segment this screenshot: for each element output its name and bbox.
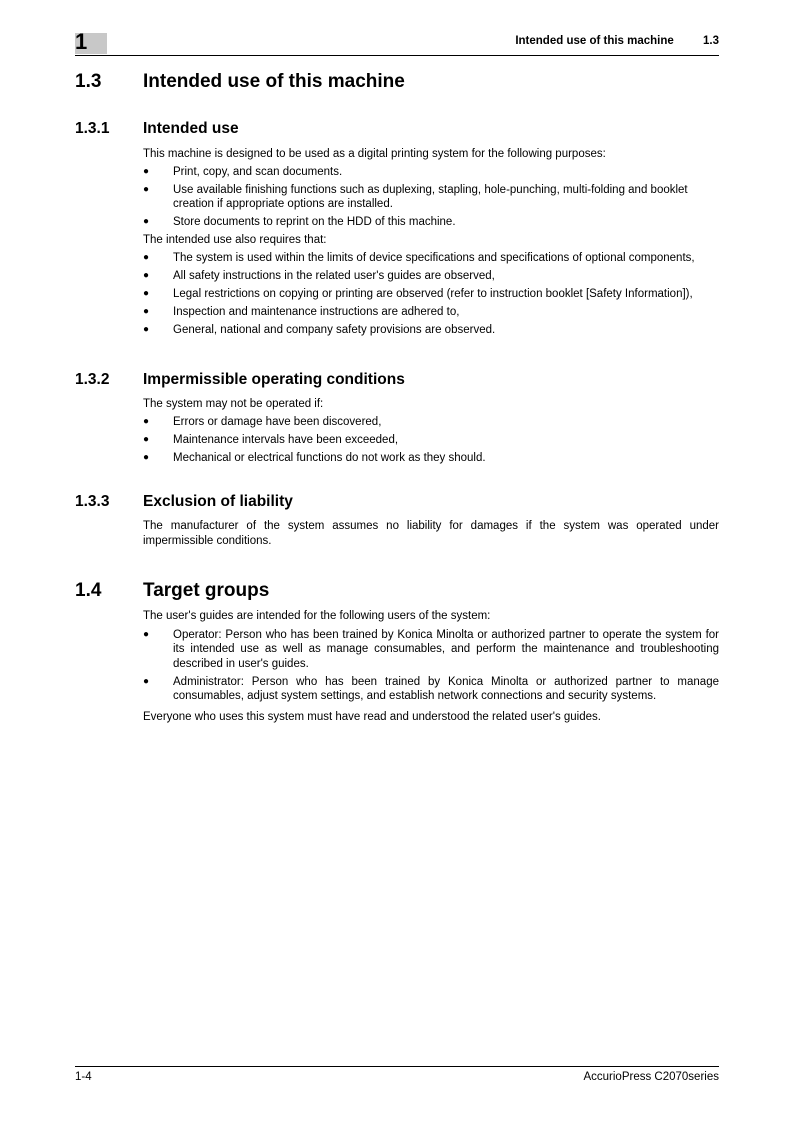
chapter-number: 1: [75, 29, 88, 54]
intro-paragraph: The user's guides are intended for the following users of the system:: [143, 610, 491, 622]
section-heading-1-3-2: [75, 371, 719, 391]
bullet-icon: ●: [143, 628, 150, 640]
section-body-1-4: [143, 609, 719, 724]
list-item: ● Inspection and maintenance instructions are adhered to,: [143, 305, 460, 318]
section-body-1-3-2: [143, 397, 719, 469]
conditions-list: [143, 415, 719, 466]
closing-paragraph: Everyone who uses this system must have read and understood the related user's guides.: [143, 710, 601, 723]
section-heading-1-3-1: [75, 120, 719, 140]
bullet-icon: ●: [143, 675, 150, 687]
list-item: ● Administrator: Person who has been trained by Konica Minolta or authorized partner to manage consumables, adjust system settings, and establish network connections and security systems.: [143, 675, 719, 702]
list-item: ● Errors or damage have been discovered,: [143, 415, 382, 428]
bullet-icon: ●: [143, 269, 150, 281]
section-title: Intended use of this machine: [143, 71, 405, 92]
purposes-list: [143, 165, 719, 230]
requirements-list: [143, 251, 719, 338]
list-item: ● Print, copy, and scan documents.: [143, 165, 343, 178]
page-header: [75, 30, 719, 56]
bullet-icon: ●: [143, 287, 150, 299]
list-item: ● Use available finishing functions such as duplexing, stapling, hole-punching, multi-folding and booklet creation if appropriate options are installed.: [143, 183, 688, 210]
section-number: 1.3.1: [75, 120, 110, 137]
list-item: ● Mechanical or electrical functions do not work as they should.: [143, 451, 486, 464]
bullet-icon: ●: [143, 451, 150, 463]
bullet-icon: ●: [143, 216, 150, 227]
list-item: ● The system is used within the limits of device specifications and specifications of optional components,: [143, 251, 695, 264]
running-header: [515, 35, 719, 47]
target-groups-list: [143, 628, 719, 704]
product-name: AccurioPress C2070series: [583, 1071, 719, 1083]
section-number: 1.3.2: [75, 371, 110, 388]
section-title: Intended use: [143, 120, 239, 137]
section-number: 1.3: [75, 71, 102, 92]
list-item: ● General, national and company safety provisions are observed.: [143, 323, 496, 336]
bullet-icon: ●: [143, 165, 150, 177]
bullet-icon: ●: [143, 433, 150, 445]
list-item: ● Legal restrictions on copying or printing are observed (refer to instruction booklet [Safety Information]),: [143, 287, 693, 300]
list-item: ● Store documents to reprint on the HDD of this machine.: [143, 216, 456, 228]
section-heading-1-4: [75, 580, 719, 604]
section-title: Exclusion of liability: [143, 493, 293, 510]
requirements-intro: The intended use also requires that:: [143, 234, 327, 246]
list-item: ● Maintenance intervals have been exceeded,: [143, 433, 399, 446]
intro-paragraph: The system may not be operated if:: [143, 398, 324, 410]
section-number: 1.4: [75, 580, 102, 601]
bullet-icon: ●: [143, 415, 150, 427]
section-heading-1-3-3: [75, 493, 719, 513]
section-body-1-3-3: [143, 519, 719, 548]
running-section: 1.3: [703, 35, 719, 47]
section-title: Impermissible operating conditions: [143, 371, 405, 388]
intro-paragraph: This machine is designed to be used as a digital printing system for the following purposes:: [143, 148, 606, 160]
bullet-icon: ●: [143, 183, 150, 195]
bullet-icon: ●: [143, 251, 150, 263]
running-title: Intended use of this machine: [515, 35, 674, 47]
section-body-1-3-1: [143, 147, 719, 341]
bullet-icon: ●: [143, 323, 150, 335]
liability-paragraph: The manufacturer of the system assumes no liability for damages if the system was operated under impermissible conditions.: [143, 520, 719, 547]
page-number: 1-4: [75, 1071, 92, 1083]
list-item: ● Operator: Person who has been trained by Konica Minolta or authorized partner to operate the system for its intended use as well as manage consumables, and perform the maintenance and troubleshooting described in user's guides.: [143, 628, 719, 670]
section-title: Target groups: [143, 580, 270, 601]
list-item: ● All safety instructions in the related user's guides are observed,: [143, 269, 495, 282]
bullet-icon: ●: [143, 305, 150, 317]
section-number: 1.3.3: [75, 493, 110, 510]
section-heading-1-3: [75, 71, 719, 95]
page-footer: [75, 1066, 719, 1083]
